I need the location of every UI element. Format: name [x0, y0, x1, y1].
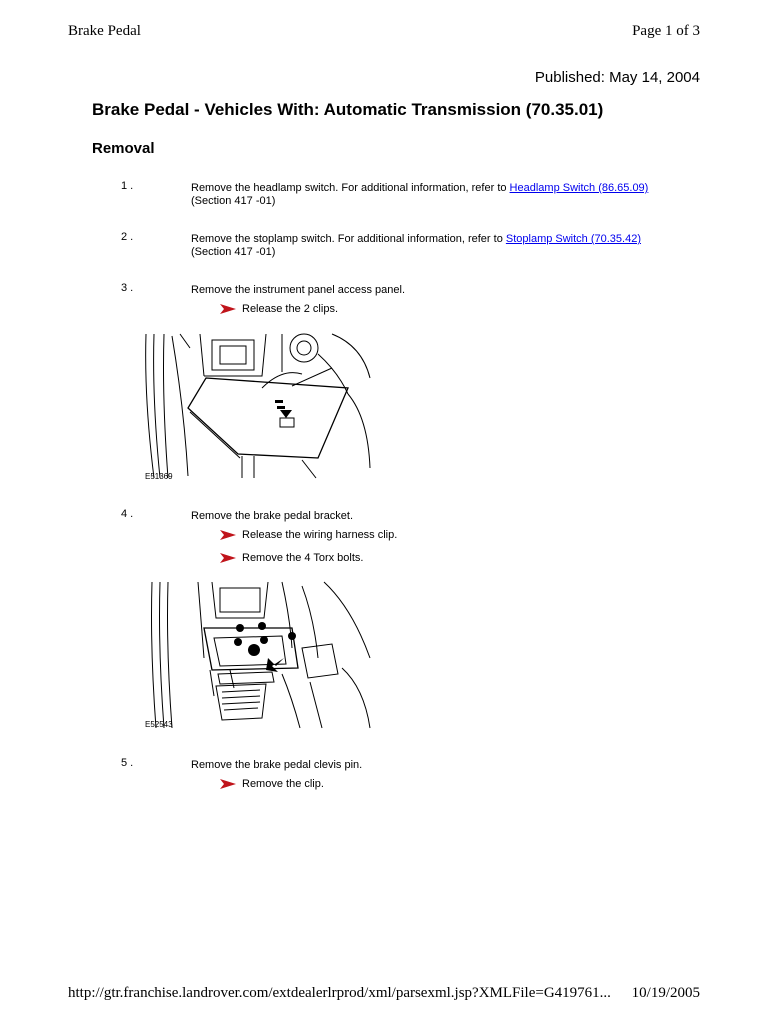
step-description: Remove the brake pedal clevis pin.	[191, 759, 363, 771]
step-number: 4 .	[121, 508, 134, 520]
step-section-ref: (Section 417 -01)	[191, 246, 276, 258]
footer-url: http://gtr.franchise.landrover.com/extdealerlrprod/xml/parsexml.jsp?XMLFile=G419761...	[68, 985, 611, 1001]
section-heading: Removal	[92, 140, 155, 157]
substep	[219, 529, 397, 541]
step-description: Remove the headlamp switch. For additional information, refer to	[191, 182, 510, 194]
substep-text: Remove the 4 Torx bolts.	[242, 552, 364, 564]
instrument-panel-access-illustration	[142, 328, 374, 483]
figure-code: E51369	[145, 472, 173, 481]
substep	[219, 552, 363, 564]
step-section-ref: (Section 417 -01)	[191, 195, 276, 207]
red-arrow-bullet-icon	[219, 778, 237, 790]
substep	[219, 303, 338, 315]
step-description: Remove the instrument panel access panel.	[191, 284, 406, 296]
substep-text: Release the 2 clips.	[242, 303, 338, 315]
substep-text: Remove the clip.	[242, 778, 324, 790]
stoplamp-switch-link[interactable]: Stoplamp Switch (70.35.42)	[505, 233, 642, 245]
footer-date: 10/19/2005	[631, 985, 700, 1001]
red-arrow-bullet-icon	[219, 303, 237, 315]
step-text	[191, 233, 691, 259]
substep-text: Release the wiring harness clip.	[242, 529, 398, 541]
substep	[219, 778, 324, 790]
document-title: Brake Pedal - Vehicles With: Automatic Transmission (70.35.01)	[92, 100, 604, 119]
step-text	[191, 182, 691, 208]
page-header-title: Brake Pedal	[68, 23, 141, 39]
step-number: 3 .	[121, 282, 134, 294]
red-arrow-bullet-icon	[219, 529, 237, 541]
step-description: Remove the brake pedal bracket.	[191, 510, 354, 522]
headlamp-switch-link[interactable]: Headlamp Switch (86.65.09)	[509, 182, 649, 194]
step-number: 5 .	[121, 757, 134, 769]
brake-pedal-bracket-drawing	[142, 578, 374, 733]
instrument-panel-access-drawing	[142, 328, 374, 483]
published-date: Published: May 14, 2004	[534, 69, 700, 86]
step-number: 2 .	[121, 231, 134, 243]
step-number: 1 .	[121, 180, 134, 192]
page-number: Page 1 of 3	[632, 23, 700, 39]
figure-code: E52543	[145, 720, 173, 729]
brake-pedal-bracket-illustration	[142, 578, 374, 733]
red-arrow-bullet-icon	[219, 552, 237, 564]
step-description: Remove the stoplamp switch. For additional information, refer to	[191, 233, 506, 245]
